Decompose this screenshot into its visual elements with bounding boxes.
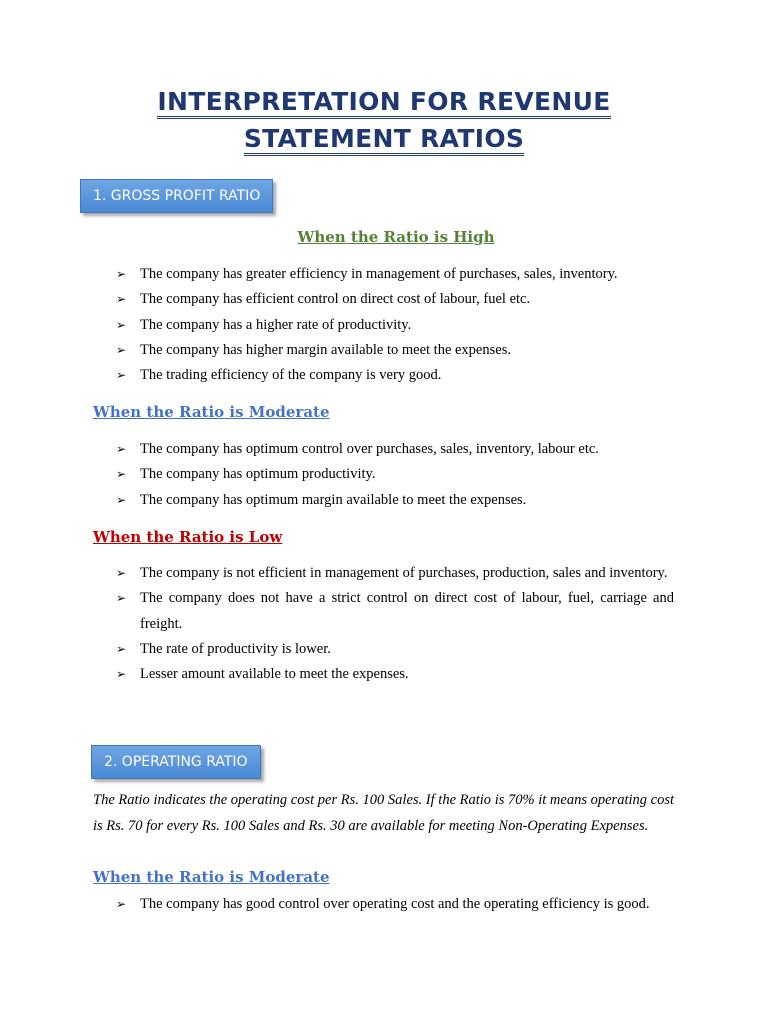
heading-gp-ratio-low: When the Ratio is Low xyxy=(93,528,283,546)
arrow-bullet-icon: ➢ xyxy=(116,292,127,307)
section-header-operating-ratio: 2. OPERATING RATIO xyxy=(91,745,261,779)
arrow-bullet-icon: ➢ xyxy=(116,467,127,482)
list-gp-ratio-low xyxy=(116,561,674,687)
arrow-bullet-icon: ➢ xyxy=(116,317,127,332)
list-gp-ratio-high xyxy=(116,262,674,388)
arrow-bullet-icon: ➢ xyxy=(116,566,127,580)
list-item: ➢ The company is not efficient in management of purchases, production, sales and inventory. xyxy=(116,561,674,586)
heading-operating-ratio-moderate: When the Ratio is Moderate xyxy=(93,868,330,886)
arrow-bullet-icon: ➢ xyxy=(116,591,127,606)
list-item: ➢ The company has optimum productivity. xyxy=(116,462,674,487)
list-item: ➢ The company has efficient control on direct cost of labour, fuel etc. xyxy=(116,287,674,312)
list-item: ➢ The company has higher margin available to meet the expenses. xyxy=(116,338,674,363)
arrow-bullet-icon: ➢ xyxy=(116,442,127,456)
list-item: ➢ The company does not have a strict control on direct cost of labour, fuel, carriage and freight. xyxy=(116,586,674,637)
list-operating-ratio-moderate xyxy=(116,892,674,917)
list-item: ➢ The company has optimum margin available to meet the expenses. xyxy=(116,488,674,513)
heading-gp-ratio-moderate: When the Ratio is Moderate xyxy=(93,403,330,421)
arrow-bullet-icon: ➢ xyxy=(116,667,127,682)
page-title-line-1: INTERPRETATION FOR REVENUE xyxy=(157,89,610,119)
list-item: ➢ The company has a higher rate of productivity. xyxy=(116,313,674,338)
operating-ratio-intro: The Ratio indicates the operating cost per Rs. 100 Sales. If the Ratio is 70% it means operating cost is Rs. 70 for every Rs. 100 Sales and Rs. 30 are available for meeting Non-Operating Expenses. xyxy=(93,792,674,834)
arrow-bullet-icon: ➢ xyxy=(116,267,127,281)
list-item: ➢ The rate of productivity is lower. xyxy=(116,637,674,662)
arrow-bullet-icon: ➢ xyxy=(116,342,127,357)
section-header-gross-profit-ratio: 1. GROSS PROFIT RATIO xyxy=(80,179,273,213)
arrow-bullet-icon: ➢ xyxy=(116,368,127,383)
arrow-bullet-icon: ➢ xyxy=(116,897,127,911)
list-item: ➢ The trading efficiency of the company is very good. xyxy=(116,363,674,388)
list-item: ➢ The company has greater efficiency in management of purchases, sales, inventory. xyxy=(116,262,674,287)
list-item: ➢ The company has good control over operating cost and the operating efficiency is good. xyxy=(116,892,674,917)
arrow-bullet-icon: ➢ xyxy=(116,492,127,507)
list-gp-ratio-moderate xyxy=(116,437,674,513)
heading-gp-ratio-high: When the Ratio is High xyxy=(297,228,495,246)
page-title-line-2: STATEMENT RATIOS xyxy=(244,126,524,156)
arrow-bullet-icon: ➢ xyxy=(116,641,127,656)
list-item: ➢ The company has optimum control over purchases, sales, inventory, labour etc. xyxy=(116,437,674,462)
list-item: ➢ Lesser amount available to meet the expenses. xyxy=(116,662,674,687)
page-title xyxy=(0,86,768,160)
